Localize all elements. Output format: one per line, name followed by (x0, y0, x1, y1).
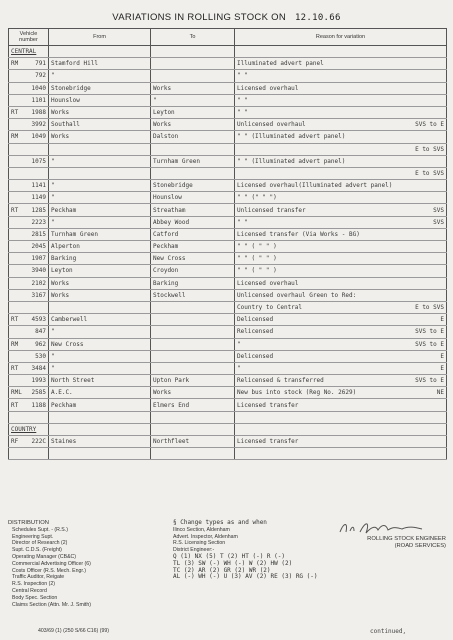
table-row (9, 82, 447, 94)
table-header-row (9, 29, 447, 46)
reason-text: Relicensed (237, 328, 274, 336)
vehicle-cell (9, 94, 49, 106)
vehicle-number: 2045 (31, 243, 46, 251)
distribution-item: Costs Officer (R.S. Mech. Engr.) (12, 567, 86, 574)
table-row (9, 167, 447, 179)
reason-text: Licensed transfer (Via Works - BG) (237, 230, 360, 238)
to-cell (151, 338, 235, 350)
form-reference: 403/69 (1) (250 S/66 C16) (99) (38, 628, 109, 634)
reason-text: Unlicensed overhaul (237, 121, 306, 129)
header-reason: Reason for variation (235, 29, 447, 46)
reason-cell (235, 180, 447, 192)
table-row (9, 70, 447, 82)
to-cell: Streatham (151, 204, 235, 216)
to-cell (151, 167, 235, 179)
reason-text: Licensed transfer (237, 438, 299, 446)
vehicle-number: 1075 (31, 157, 46, 165)
vehicle-number: 1993 (31, 377, 46, 385)
empty-cell (49, 423, 151, 435)
vehicle-cell (9, 338, 49, 350)
reason-cell (235, 216, 447, 228)
vehicle-class: RT (11, 109, 19, 117)
distribution-item: R.S. Licensing Section (173, 540, 226, 547)
reason-text: Country to Central (237, 304, 303, 312)
reason-cell (235, 228, 447, 240)
vehicle-cell (9, 375, 49, 387)
to-cell: Abbey Wood (151, 216, 235, 228)
reason-cell (235, 253, 447, 265)
distribution-item: Traffic Auditor, Reigate (12, 574, 65, 581)
from-cell: Works (49, 277, 151, 289)
reason-text: Licensed overhaul (237, 84, 299, 92)
reason-cell (235, 131, 447, 143)
from-cell: New Cross (49, 338, 151, 350)
vehicle-cell (9, 82, 49, 94)
distribution-item: Advert. Inspector, Aldenham (173, 533, 238, 540)
to-cell: Dalston (151, 131, 235, 143)
vehicle-number: 792 (35, 72, 46, 80)
reason-text: " " (237, 72, 248, 80)
district-line: Q (1) NX (5) T (2) HT (-) R (-) (173, 552, 285, 560)
reason-text: New bus into stock (Reg No. 2629) (237, 389, 357, 397)
distribution-item: R.S. Inspection (2) (12, 581, 55, 588)
reason-cell (235, 314, 447, 326)
distribution-item: District Engineer:- (173, 547, 215, 554)
table-row (9, 228, 447, 240)
reason-cell (235, 241, 447, 253)
from-cell: " (49, 326, 151, 338)
reason-text: Relicensed & transferred (237, 377, 324, 385)
empty-cell (235, 46, 447, 58)
reason-text: " " (" " ") (237, 194, 277, 202)
section-label: CENTRAL (9, 46, 49, 58)
section-row (9, 423, 447, 435)
table-row (9, 204, 447, 216)
section-label: COUNTRY (9, 423, 49, 435)
reason-text: Licensed overhaul(Illuminated advert panel) (237, 182, 393, 190)
vehicle-class: RT (11, 316, 19, 324)
vehicle-number: 3992 (31, 121, 46, 129)
stock-code: E (440, 364, 444, 372)
vehicle-number: 1285 (31, 206, 46, 214)
empty-cell (151, 423, 235, 435)
vehicle-cell (9, 192, 49, 204)
vehicle-cell (9, 253, 49, 265)
from-cell (49, 143, 151, 155)
vehicle-cell (9, 387, 49, 399)
to-cell: Northfleet (151, 436, 235, 448)
from-cell: Works (49, 289, 151, 301)
to-cell (151, 301, 235, 313)
district-line: TC (2) AR (2) GR (2) WR (2) (173, 566, 271, 574)
vehicle-cell (9, 277, 49, 289)
table-row (9, 143, 447, 155)
from-cell: North Street (49, 375, 151, 387)
from-cell: Hounslow (49, 94, 151, 106)
distribution-item: Engineering Supt. (12, 533, 54, 540)
to-cell: New Cross (151, 253, 235, 265)
to-cell: " (151, 94, 235, 106)
table-row (9, 448, 447, 460)
distribution-item: Claims Section (Attn. Mr. J. Smith) (12, 601, 91, 608)
from-cell (49, 448, 151, 460)
distribution-item: Supt. C.D.S. (Freight) (12, 547, 62, 554)
reason-cell (235, 399, 447, 411)
vehicle-number: 1101 (31, 96, 46, 104)
reason-text: " " ( " " ) (237, 255, 277, 263)
from-cell: Staines (49, 436, 151, 448)
table-row (9, 155, 447, 167)
reason-cell (235, 326, 447, 338)
from-cell (49, 167, 151, 179)
vehicle-cell (9, 228, 49, 240)
vehicle-number: 1149 (31, 194, 46, 202)
from-cell: " (49, 155, 151, 167)
vehicle-number: 791 (35, 60, 46, 68)
table-row (9, 106, 447, 118)
vehicle-class: RF (11, 438, 19, 446)
reason-text: " " (237, 218, 248, 226)
table-row (9, 180, 447, 192)
vehicle-cell (9, 289, 49, 301)
to-cell: Hounslow (151, 192, 235, 204)
from-cell (49, 301, 151, 313)
vehicle-number: 530 (35, 352, 46, 360)
vehicle-cell (9, 106, 49, 118)
to-cell (151, 143, 235, 155)
from-cell: Southall (49, 119, 151, 131)
from-cell: Barking (49, 253, 151, 265)
office-subtitle: (ROAD SERVICES) (394, 543, 446, 549)
reason-text: Licensed overhaul (237, 279, 299, 287)
stock-code: E to SVS (415, 304, 444, 312)
to-cell: Works (151, 82, 235, 94)
stock-code: E to SVS (415, 169, 444, 177)
stock-code: NE (436, 389, 444, 397)
table-row (9, 265, 447, 277)
table-body (9, 46, 447, 460)
to-cell (151, 326, 235, 338)
from-cell: " (49, 216, 151, 228)
table-row (9, 192, 447, 204)
reason-cell (235, 70, 447, 82)
reason-cell (235, 448, 447, 460)
reason-cell (235, 265, 447, 277)
from-cell: Stonebridge (49, 82, 151, 94)
reason-cell (235, 155, 447, 167)
title-text: VARIATIONS IN ROLLING STOCK ON (112, 12, 286, 23)
empty-cell (49, 46, 151, 58)
reason-cell (235, 338, 447, 350)
reason-cell (235, 387, 447, 399)
vehicle-cell (9, 167, 49, 179)
header-to: To (151, 29, 235, 46)
reason-text: " " ( " " ) (237, 267, 277, 275)
from-cell: Peckham (49, 399, 151, 411)
empty-cell (151, 46, 235, 58)
continued-note: continued, (370, 628, 407, 635)
office-title: ROLLING STOCK ENGINEER (367, 536, 446, 542)
table-row (9, 411, 447, 423)
reason-cell (235, 82, 447, 94)
vehicle-cell (9, 301, 49, 313)
vehicle-cell (9, 241, 49, 253)
vehicle-cell (9, 362, 49, 374)
vehicle-number: 3484 (31, 364, 46, 372)
reason-text: " " (Illuminated advert panel) (237, 157, 346, 165)
vehicle-number: 2585 (31, 389, 46, 397)
distribution-item: Operating Manager (CB&C) (12, 553, 77, 560)
table-row (9, 350, 447, 362)
reason-cell (235, 143, 447, 155)
vehicle-class: RT (11, 364, 19, 372)
to-cell: Catford (151, 228, 235, 240)
from-cell: " (49, 70, 151, 82)
reason-cell (235, 375, 447, 387)
vehicle-cell (9, 119, 49, 131)
vehicle-cell (9, 399, 49, 411)
table-row (9, 314, 447, 326)
vehicle-cell (9, 314, 49, 326)
header-from: From (49, 29, 151, 46)
section-row (9, 46, 447, 58)
to-cell (151, 448, 235, 460)
table-row (9, 131, 447, 143)
reason-text: Licensed transfer (237, 401, 299, 409)
vehicle-cell (9, 216, 49, 228)
vehicle-cell (9, 448, 49, 460)
stock-code: SVS to E (415, 340, 444, 348)
vehicle-cell (9, 350, 49, 362)
table-row (9, 58, 447, 70)
vehicle-cell (9, 326, 49, 338)
reason-cell (235, 350, 447, 362)
table-row (9, 277, 447, 289)
reason-text: Unlicensed transfer (237, 206, 306, 214)
district-line: AL (-) WH (-) U (3) AV (2) RE (3) RG (-) (173, 573, 318, 581)
to-cell (151, 350, 235, 362)
from-cell: " (49, 350, 151, 362)
reason-text: " (237, 364, 241, 372)
signature (328, 520, 446, 536)
vehicle-number: 1988 (31, 109, 46, 117)
stock-code: SVS (433, 218, 444, 226)
to-cell (151, 314, 235, 326)
reason-text: " " (Illuminated advert panel) (237, 133, 346, 141)
vehicle-number: 1040 (31, 84, 46, 92)
change-types-note: § Change types as and when (173, 519, 267, 526)
page-title (0, 12, 453, 23)
table-row (9, 216, 447, 228)
district-section (173, 520, 333, 581)
to-cell: Croydon (151, 265, 235, 277)
reason-cell (235, 362, 447, 374)
distribution-item: Body Spec. Section (12, 594, 58, 601)
from-cell (49, 411, 151, 423)
vehicle-class: RM (11, 133, 19, 141)
to-cell: Stockwell (151, 289, 235, 301)
vehicle-cell (9, 58, 49, 70)
vehicle-number: 1141 (31, 182, 46, 190)
reason-text: " " (237, 96, 248, 104)
stock-code: SVS to E (415, 328, 444, 336)
empty-cell (235, 423, 447, 435)
table-row (9, 241, 447, 253)
reason-cell (235, 167, 447, 179)
district-line: TL (3) SW (-) WH (-) W (2) HW (2) (173, 559, 293, 567)
from-cell: Leyton (49, 265, 151, 277)
to-cell: Turnham Green (151, 155, 235, 167)
table-row (9, 119, 447, 131)
vehicle-number: 847 (35, 328, 46, 336)
reason-cell (235, 119, 447, 131)
vehicle-cell (9, 155, 49, 167)
to-cell: Works (151, 387, 235, 399)
table-row (9, 399, 447, 411)
reason-cell (235, 94, 447, 106)
to-cell: Upton Park (151, 375, 235, 387)
distribution-title: DISTRIBUTION (8, 520, 49, 526)
table-row (9, 362, 447, 374)
vehicle-cell (9, 411, 49, 423)
to-cell: Stonebridge (151, 180, 235, 192)
from-cell: Camberwell (49, 314, 151, 326)
from-cell: Turnham Green (49, 228, 151, 240)
stock-code: SVS to E (415, 121, 444, 129)
vehicle-number: 4593 (31, 316, 46, 324)
reason-cell (235, 204, 447, 216)
vehicle-cell (9, 265, 49, 277)
vehicle-cell (9, 436, 49, 448)
vehicle-number: 1049 (31, 133, 46, 141)
vehicle-class: RT (11, 401, 19, 409)
reason-cell (235, 192, 447, 204)
reason-cell (235, 106, 447, 118)
distribution-item: Director of Research (2) (12, 540, 68, 547)
vehicle-cell (9, 204, 49, 216)
vehicle-class: RM (11, 340, 19, 348)
reason-text: " " ( " " ) (237, 243, 277, 251)
to-cell (151, 411, 235, 423)
vehicle-number: 1907 (31, 255, 46, 263)
stock-code: E (440, 352, 444, 360)
reason-cell (235, 58, 447, 70)
table-row (9, 289, 447, 301)
vehicle-number: 3167 (31, 291, 46, 299)
vehicle-number: 2223 (31, 218, 46, 226)
vehicle-class: RML (11, 389, 22, 397)
vehicle-number: 962 (35, 340, 46, 348)
reason-cell (235, 289, 447, 301)
from-cell: Peckham (49, 204, 151, 216)
table-row (9, 375, 447, 387)
reason-text: Delicensed (237, 316, 274, 324)
stock-code: SVS to E (415, 377, 444, 385)
table-row (9, 326, 447, 338)
to-cell: Peckham (151, 241, 235, 253)
vehicle-number: 222C (31, 438, 46, 446)
to-cell: Works (151, 119, 235, 131)
stock-code: E to SVS (415, 145, 444, 153)
vehicle-cell (9, 131, 49, 143)
from-cell: " (49, 362, 151, 374)
reason-text: Illuminated advert panel (237, 60, 324, 68)
table-row (9, 301, 447, 313)
to-cell: Leyton (151, 106, 235, 118)
from-cell: Works (49, 106, 151, 118)
vehicle-number: 2102 (31, 279, 46, 287)
from-cell: A.E.C. (49, 387, 151, 399)
reason-text: Unlicensed overhaul Green to Red: (237, 291, 357, 299)
from-cell: " (49, 180, 151, 192)
from-cell: Alperton (49, 241, 151, 253)
to-cell: Elmers End (151, 399, 235, 411)
variations-table (8, 28, 447, 460)
header-vehicle: Vehicle number (9, 29, 49, 46)
from-cell: Works (49, 131, 151, 143)
from-cell: " (49, 192, 151, 204)
vehicle-number: 3940 (31, 267, 46, 275)
distribution-item: Commercial Advertising Officer (6) (12, 560, 91, 567)
distribution-item: Ilinco Section, Aldenham (173, 526, 230, 533)
table-row (9, 338, 447, 350)
distribution-item: Schedules Supt. - (R.S.) (12, 526, 68, 533)
reason-cell (235, 277, 447, 289)
vehicle-number: 2815 (31, 230, 46, 238)
distribution-list (8, 520, 173, 608)
vehicle-class: RM (11, 60, 19, 68)
to-cell (151, 362, 235, 374)
reason-cell (235, 301, 447, 313)
vehicle-class: RT (11, 206, 19, 214)
table-row (9, 387, 447, 399)
vehicle-number: 1188 (31, 401, 46, 409)
reason-cell (235, 411, 447, 423)
vehicle-cell (9, 70, 49, 82)
vehicle-cell (9, 180, 49, 192)
to-cell (151, 58, 235, 70)
distribution-item: Central Record (12, 587, 47, 594)
stock-code: SVS (433, 206, 444, 214)
table-row (9, 253, 447, 265)
handwritten-signature-icon (336, 520, 426, 536)
to-cell: Barking (151, 277, 235, 289)
reason-text: Delicensed (237, 352, 274, 360)
reason-text: " " (237, 109, 248, 117)
reason-cell (235, 436, 447, 448)
signature-block (328, 520, 446, 550)
vehicle-cell (9, 143, 49, 155)
from-cell: Stamford Hill (49, 58, 151, 70)
to-cell (151, 70, 235, 82)
title-date: 12.10.66 (294, 13, 341, 23)
table-row (9, 436, 447, 448)
reason-text: " (237, 340, 241, 348)
table-row (9, 94, 447, 106)
stock-code: E (440, 316, 444, 324)
